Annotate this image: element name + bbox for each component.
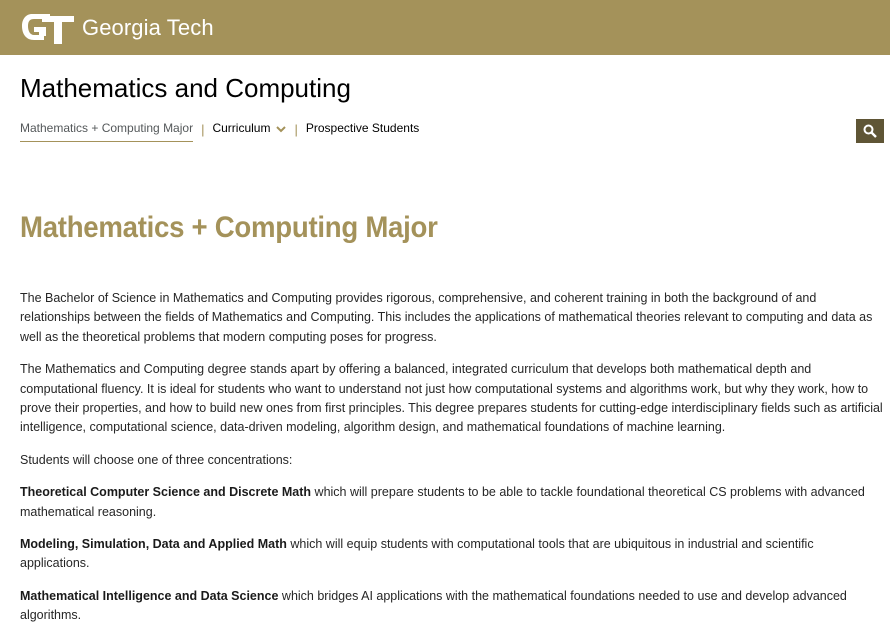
nav-item-prospective-students[interactable]: Prospective Students — [305, 121, 420, 135]
nav-item-curriculum[interactable] — [212, 121, 286, 136]
gt-logo-icon — [20, 10, 76, 46]
concentration-description: which will equip students with computational tools that are ubiquitous in industrial and scientific applications. — [20, 537, 814, 571]
main-content — [20, 289, 886, 623]
concentration-item — [20, 483, 886, 522]
site-header — [0, 0, 890, 55]
chevron-down-icon[interactable] — [276, 125, 286, 133]
concentration-name: Theoretical Computer Science and Discrete Math — [20, 485, 312, 500]
nav-separator: | — [201, 122, 205, 137]
concentration-name: Modeling, Simulation, Data and Applied Math — [20, 537, 287, 552]
brand-name: Georgia Tech — [82, 15, 214, 40]
main-nav — [20, 121, 419, 143]
degree-paragraph: The Mathematics and Computing degree stands apart by offering a balanced, integrated curriculum that develops both mathematical depth and computational fluency. It is ideal for students who want to understand not just how computational systems and algorithms work, but why they work, how to prove their properties, and how to build new ones from first principles. This degree prepares students for cutting-edge interdisciplinary fields such as artificial intelligence, computational science, data-driven modeling, algorithm design, and mathematical foundations of machine learning. — [20, 362, 883, 435]
site-title[interactable]: Mathematics and Computing — [20, 73, 351, 103]
search-icon — [863, 124, 877, 138]
georgia-tech-logo[interactable] — [20, 10, 214, 46]
nav-separator: | — [294, 122, 298, 137]
page-heading: Mathematics + Computing Major — [20, 211, 438, 244]
nav-item-curriculum-label: Curriculum — [212, 121, 271, 135]
concentrations-intro: Students will choose one of three concentrations: — [20, 452, 293, 467]
concentration-description: which will prepare students to be able to tackle foundational theoretical CS problems with advanced mathematical reasoning. — [20, 485, 865, 519]
concentration-item — [20, 587, 886, 623]
intro-paragraph: The Bachelor of Science in Mathematics and Computing provides rigorous, comprehensive, and coherent training in both the background of and relationships between the fields of Mathematics and Computing. This includes the applications of mathematical theories relevant to computing and data as well as the theoretical problems that modern computing poses for progress. — [20, 291, 873, 344]
nav-item-major[interactable]: Mathematics + Computing Major — [20, 121, 193, 142]
concentration-name: Mathematical Intelligence and Data Science — [20, 588, 279, 603]
search-button[interactable] — [856, 119, 884, 143]
concentration-description: which bridges AI applications with the mathematical foundations needed to use and develop advanced algorithms. — [20, 588, 847, 623]
concentration-item — [20, 535, 886, 574]
